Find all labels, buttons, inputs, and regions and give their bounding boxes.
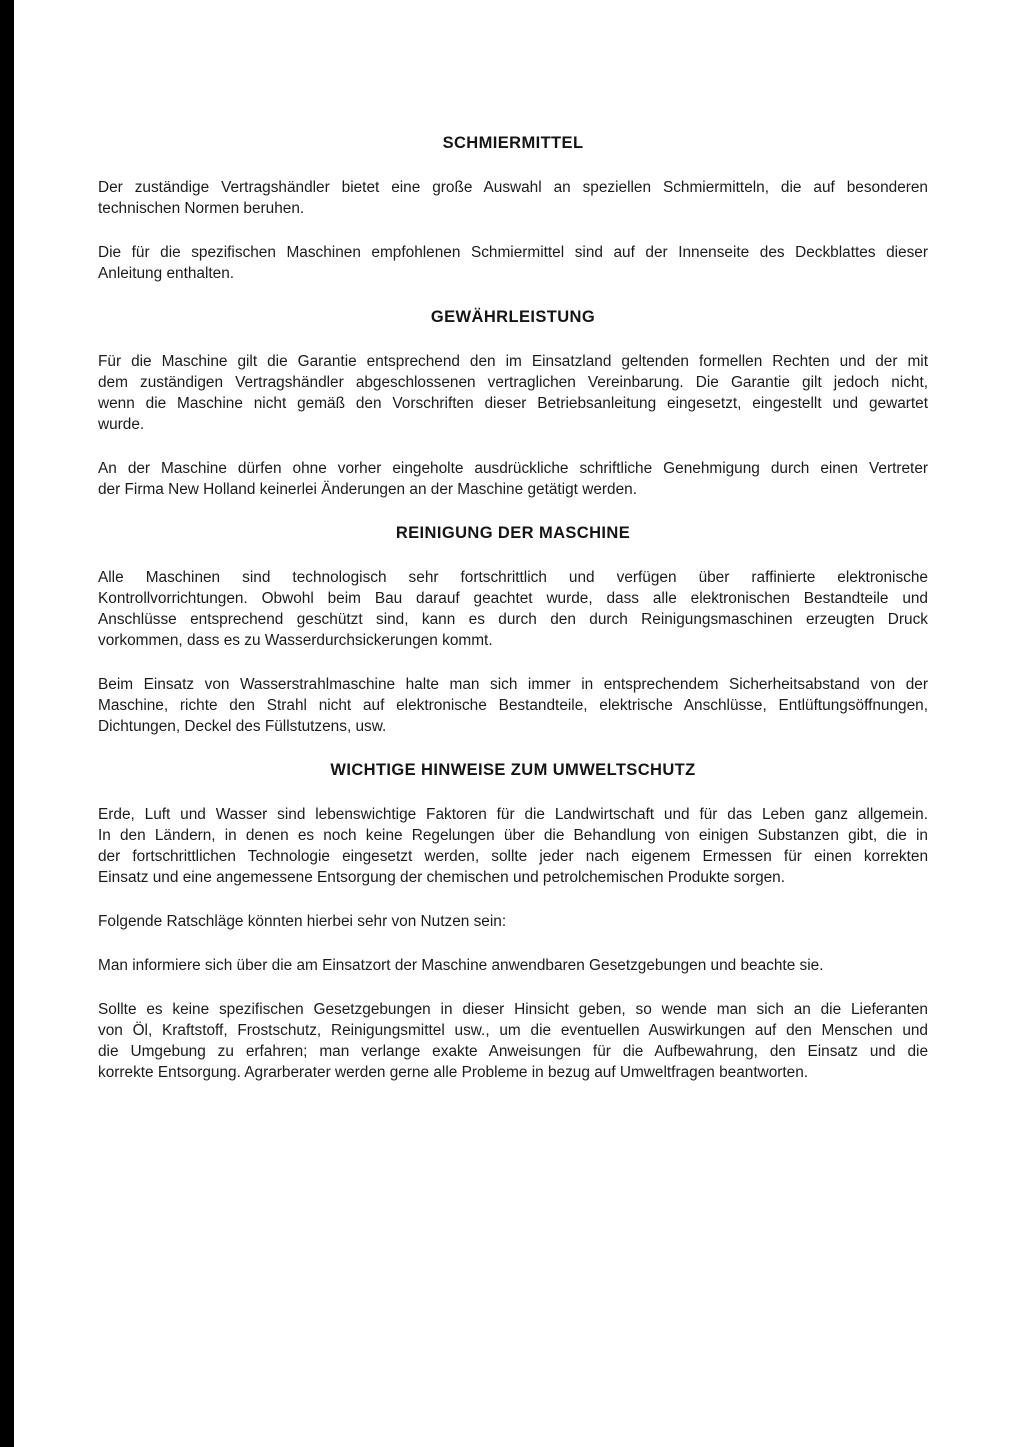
paragraph-line: Beim Einsatz von Wasserstrahlmaschine halte man sich immer in entsprechendem Sicherheitsabstand von der: [98, 676, 928, 693]
paragraph-line: Die für die spezifischen Maschinen empfohlenen Schmiermittel sind auf der Innenseite des Deckblattes dieser: [98, 244, 928, 261]
paragraph-line: Der zuständige Vertragshändler bietet eine große Auswahl an speziellen Schmiermitteln, die auf besonderen: [98, 179, 928, 196]
paragraph-line: wurde.: [98, 416, 145, 433]
paragraph-line: wenn die Maschine nicht gemäß den Vorschriften dieser Betriebsanleitung eingesetzt, eingestellt und gewartet: [98, 395, 928, 412]
paragraph-line: Anleitung enthalten.: [98, 265, 235, 282]
paragraph-line: korrekte Entsorgung. Agrarberater werden gerne alle Probleme in bezug auf Umweltfragen beantworten.: [98, 1064, 809, 1081]
section-heading: REINIGUNG DER MASCHINE: [395, 524, 631, 542]
section-heading: SCHMIERMITTEL: [442, 134, 584, 152]
paragraph-line: Kontrollvorrichtungen. Obwohl beim Bau darauf geachtet wurde, dass alle elektronischen Bestandteile und: [98, 590, 928, 607]
paragraph-line: Anschlüsse entsprechend geschützt sind, kann es durch den durch Reinigungsmaschinen erzeugten Druck: [98, 611, 928, 628]
paragraph: [98, 351, 928, 435]
paragraph: [98, 458, 928, 500]
paragraph-line: Einsatz und eine angemessene Entsorgung der chemischen und petrolchemischen Produkte sorgen.: [98, 869, 786, 886]
paragraph-line: Sollte es keine spezifischen Gesetzgebungen in dieser Hinsicht geben, so wende man sich an die Lieferanten: [98, 1001, 928, 1018]
paragraph-line: der Firma New Holland keinerlei Änderungen an der Maschine getätigt werden.: [98, 481, 637, 498]
section-heading: GEWÄHRLEISTUNG: [430, 308, 596, 326]
paragraph-line: Dichtungen, Deckel des Füllstutzens, usw.: [98, 718, 387, 735]
paragraph-line: Folgende Ratschläge könnten hierbei sehr von Nutzen sein:: [98, 913, 507, 930]
paragraph-line: In den Ländern, in denen es noch keine Regelungen über die Behandlung von einigen Substanzen gibt, die in: [98, 827, 928, 844]
paragraph: [98, 804, 928, 888]
paragraph-line: vorkommen, dass es zu Wasserdurchsickerungen kommt.: [98, 632, 493, 649]
paragraph: [98, 567, 928, 651]
section-heading: WICHTIGE HINWEISE ZUM UMWELTSCHUTZ: [330, 761, 696, 779]
paragraph-line: von Öl, Kraftstoff, Frostschutz, Reinigungsmittel usw., um die eventuellen Auswirkungen auf den Menschen und: [98, 1022, 928, 1039]
paragraph: [98, 955, 928, 976]
paragraph-line: An der Maschine dürfen ohne vorher eingeholte ausdrückliche schriftliche Genehmigung durch einen Vertreter: [98, 460, 928, 477]
paragraph-line: Alle Maschinen sind technologisch sehr fortschrittlich und verfügen über raffinierte elektronische: [98, 569, 928, 586]
paragraph: [98, 911, 928, 932]
paragraph: [98, 674, 928, 737]
paragraph: [98, 999, 928, 1083]
paragraph-line: Erde, Luft und Wasser sind lebenswichtige Faktoren für die Landwirtschaft und für das Leben ganz allgemein.: [98, 806, 928, 823]
paragraph-line: Man informiere sich über die am Einsatzort der Maschine anwendbaren Gesetzgebungen und beachte sie.: [98, 957, 824, 974]
paragraph-line: dem zuständigen Vertragshändler abgeschlossenen vertraglichen Vereinbarung. Die Garantie gilt jedoch nicht,: [98, 374, 928, 391]
paragraph-line: die Umgebung zu erfahren; man verlange exakte Anweisungen für die Aufbewahrung, den Einsatz und die: [98, 1043, 928, 1060]
paragraph-line: Maschine, richte den Strahl nicht auf elektronische Bestandteile, elektrische Anschlüsse, Entlüftungsöffnungen,: [98, 697, 928, 714]
paragraph-line: der fortschrittlichen Technologie eingesetzt werden, sollte jeder nach eigenem Ermessen für einen korrekten: [98, 848, 928, 865]
paragraph-line: Für die Maschine gilt die Garantie entsprechend den im Einsatzland geltenden formellen Rechten und der mit: [98, 353, 928, 370]
paragraph: [98, 242, 928, 284]
paragraph: [98, 177, 928, 219]
paragraph-line: technischen Normen beruhen.: [98, 200, 305, 217]
